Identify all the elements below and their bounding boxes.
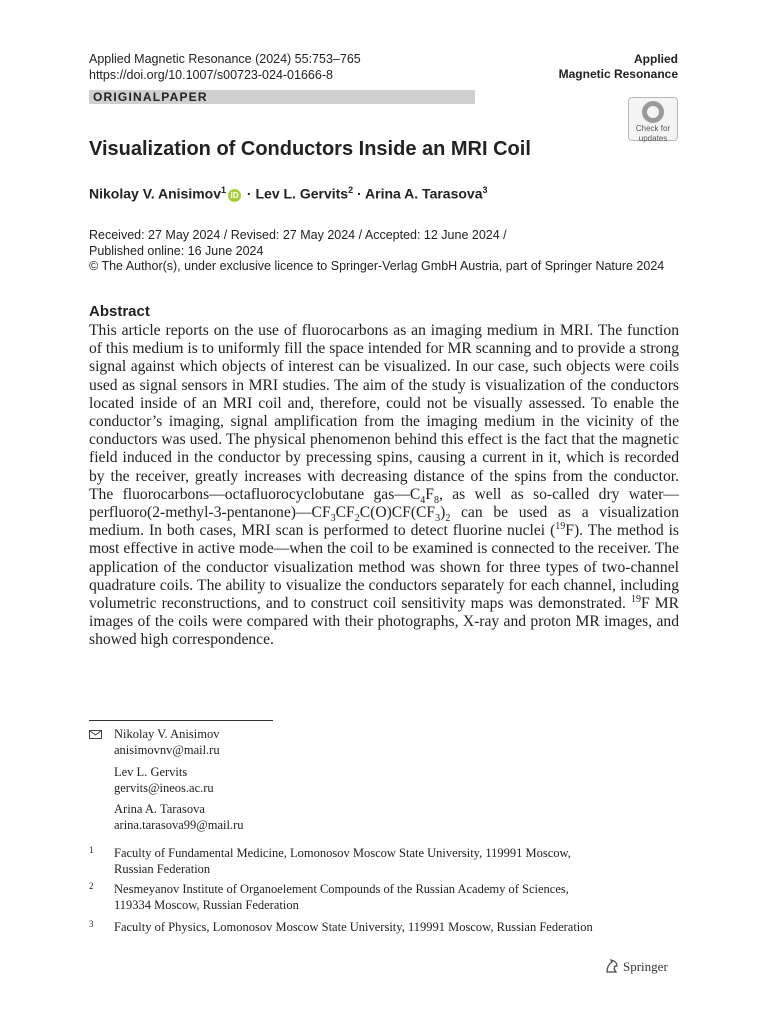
abstract-body: This article reports on the use of fluorocarbons as an imaging medium in MRI. The function of this medium is to uniformly fill the space intended for MR scanning and to provide a strong signal against which objects of interest can be visualized. In our case, such objects were coils used as signal sensors in MRI studies. The aim of the study is visualization of the conductors located inside of an MRI coil and, therefore, could not be visually assessed. To enable the conductor’s imaging, signal amplification from the imaging medium in the vicinity of the conductors was used. The physical phenomenon behind this effect is the fact that the magnetic field induced in the conductor by precessing spins, causing a current in it, which is recorded by the receiver, greatly increases with decreasing distance of the spins from the conductor. The fluorocarbons—octafluorocyclobutane $gas—C_4F_8$, as well as so-called dry $water—perfluoro(2-methyl-3-pentanone)—CF_3CF_2C(O)CF(CF_3)_2$ can be used as a visualization medium. In both cases, MRI scan is performed to detect fluorine nuclei ($^{19}$F). The method is most effective in active mode—when the coil to be examined is connected to the receiver. The application of the conductor visualization method was shown for three types of two-channel quadrature coils. The ability to visualize the conductors separately for each channel, including volumetric reconstructions, and to construct coil sensitivity maps was demonstrated. $^{19}$F MR images of the coils were compared with their photographs, X-ray and proton MR images, and showed high correspondence. xyxy=(89,322,679,649)
check-for-updates-icon xyxy=(642,101,664,123)
author-name[interactable]: Arina A. Tarasova xyxy=(365,185,483,202)
contact-email[interactable]: anisimovnv@mail.ru xyxy=(114,742,220,757)
affiliation-entry: Nesmeyanov Institute of Organoelement Compounds of the Russian Academy of Sciences, 119334 Moscow, Russian Federation xyxy=(114,882,569,912)
affiliation-number: 3 xyxy=(89,919,94,929)
page-title: Visualization of Conductors Inside an MRI Coil xyxy=(89,138,531,160)
author-affiliation-marker: 1 xyxy=(221,185,227,195)
paper-type-bar: ORIGINALPAPER xyxy=(89,90,475,104)
author-affiliation-marker: 3 xyxy=(482,185,488,195)
journal-header xyxy=(89,51,361,83)
author-separator: · xyxy=(243,185,256,202)
author-list xyxy=(89,185,488,202)
author-affiliation-marker: 2 xyxy=(348,185,354,195)
badge-line2: updates xyxy=(638,134,668,143)
contact-email[interactable]: arina.tarasova99@mail.ru xyxy=(114,817,244,832)
publisher-name: Springer xyxy=(623,959,668,974)
doi-link[interactable]: https://doi.org/10.1007/s00723-024-01666-8 xyxy=(89,68,333,82)
dates-line: Received: 27 May 2024 / Revised: 27 May 2024 / Accepted: 12 June 2024 / xyxy=(89,228,507,242)
contact-entry xyxy=(114,802,244,833)
author-name[interactable]: Lev L. Gervits xyxy=(255,185,349,202)
contact-name: Lev L. Gervits xyxy=(114,765,188,779)
affiliation-entry: Faculty of Physics, Lomonosov Moscow State University, 119991 Moscow, Russian Federation xyxy=(114,920,593,934)
affiliation-entry: Faculty of Fundamental Medicine, Lomonosov Moscow State University, 119991 Moscow, Russian Federation xyxy=(114,846,571,876)
journal-logo-line2: Magnetic Resonance xyxy=(558,67,678,81)
contact-email[interactable]: gervits@ineos.ac.ru xyxy=(114,780,214,795)
journal-logo xyxy=(559,52,678,82)
check-for-updates-badge[interactable] xyxy=(628,97,678,141)
publisher-logo xyxy=(604,958,668,975)
affiliation-number: 1 xyxy=(89,845,94,855)
publication-dates xyxy=(89,228,664,275)
contact-name: Nikolay V. Anisimov xyxy=(114,727,220,741)
author-separator: · xyxy=(353,185,366,202)
springer-horse-icon xyxy=(604,958,620,974)
journal-logo-line1: Applied xyxy=(634,52,678,66)
dates-line: Published online: 16 June 2024 xyxy=(89,243,264,258)
orcid-icon[interactable]: iD xyxy=(228,189,241,202)
envelope-icon xyxy=(89,730,102,739)
contact-entry xyxy=(114,765,214,796)
author-name[interactable]: Nikolay V. Anisimov xyxy=(89,185,222,202)
copyright-line: © The Author(s), under exclusive licence to Springer-Verlag GmbH Austria, part of Springer Nature 2024 xyxy=(89,259,665,273)
badge-line1: Check for xyxy=(635,124,671,133)
abstract-heading: Abstract xyxy=(89,303,150,320)
contact-name: Arina A. Tarasova xyxy=(114,802,205,816)
footnote-divider xyxy=(89,720,273,721)
contact-entry xyxy=(114,727,220,758)
affiliation-number: 2 xyxy=(89,881,94,891)
journal-citation: Applied Magnetic Resonance (2024) 55:753–765 xyxy=(89,52,361,66)
